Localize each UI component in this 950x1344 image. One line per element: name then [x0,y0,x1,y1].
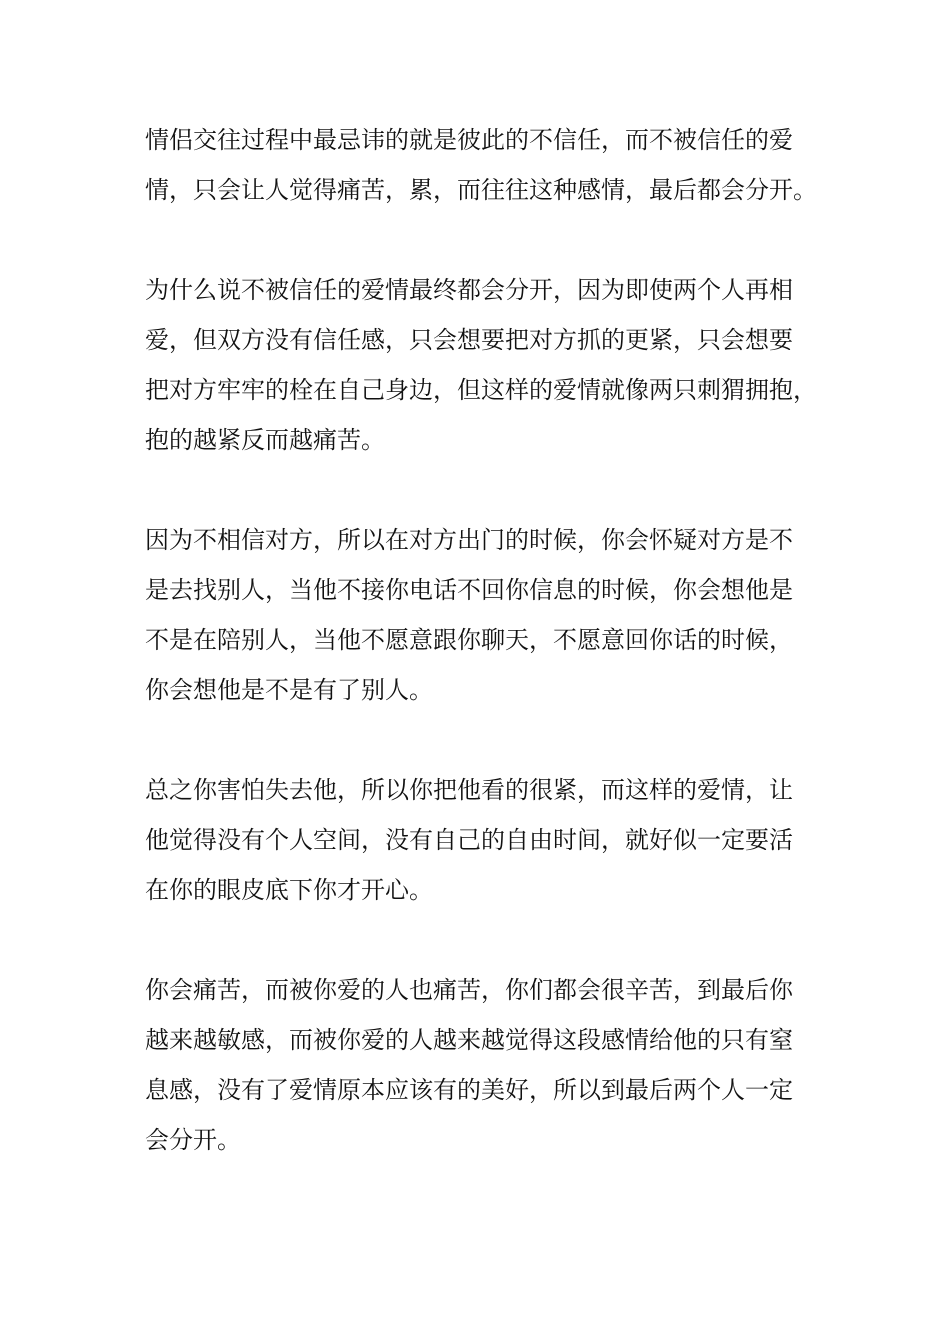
text-line: 爱，但双方没有信任感，只会想要把对方抓的更紧，只会想要 [145,326,793,354]
text-line: 总之你害怕失去他，所以你把他看的很紧，而这样的爱情，让 [145,776,793,804]
paragraph-3 [145,515,835,715]
text-line: 情，只会让人觉得痛苦，累，而往往这种感情，最后都会分开。 [145,176,817,204]
paragraph-1 [145,115,835,215]
text-line: 会分开。 [145,1126,241,1154]
text-line: 息感，没有了爱情原本应该有的美好，所以到最后两个人一定 [145,1076,793,1104]
text-line: 你会痛苦，而被你爱的人也痛苦，你们都会很辛苦，到最后你 [145,976,793,1004]
text-line: 为什么说不被信任的爱情最终都会分开，因为即使两个人再相 [145,276,793,304]
paragraph-4 [145,765,835,915]
text-line: 在你的眼皮底下你才开心。 [145,876,433,904]
text-line: 抱的越紧反而越痛苦。 [145,426,385,454]
text-line: 不是在陪别人，当他不愿意跟你聊天，不愿意回你话的时候， [145,626,793,654]
text-line: 是去找别人，当他不接你电话不回你信息的时候，你会想他是 [145,576,793,604]
paragraph-2 [145,265,835,465]
text-line: 你会想他是不是有了别人。 [145,676,433,704]
text-line: 因为不相信对方，所以在对方出门的时候，你会怀疑对方是不 [145,526,793,554]
text-line: 他觉得没有个人空间，没有自己的自由时间，就好似一定要活 [145,826,793,854]
paragraph-5 [145,965,835,1165]
text-line: 把对方牢牢的栓在自己身边，但这样的爱情就像两只刺猬拥抱， [145,376,817,404]
text-line: 情侣交往过程中最忌讳的就是彼此的不信任，而不被信任的爱 [145,126,793,154]
text-line: 越来越敏感，而被你爱的人越来越觉得这段感情给他的只有窒 [145,1026,793,1054]
